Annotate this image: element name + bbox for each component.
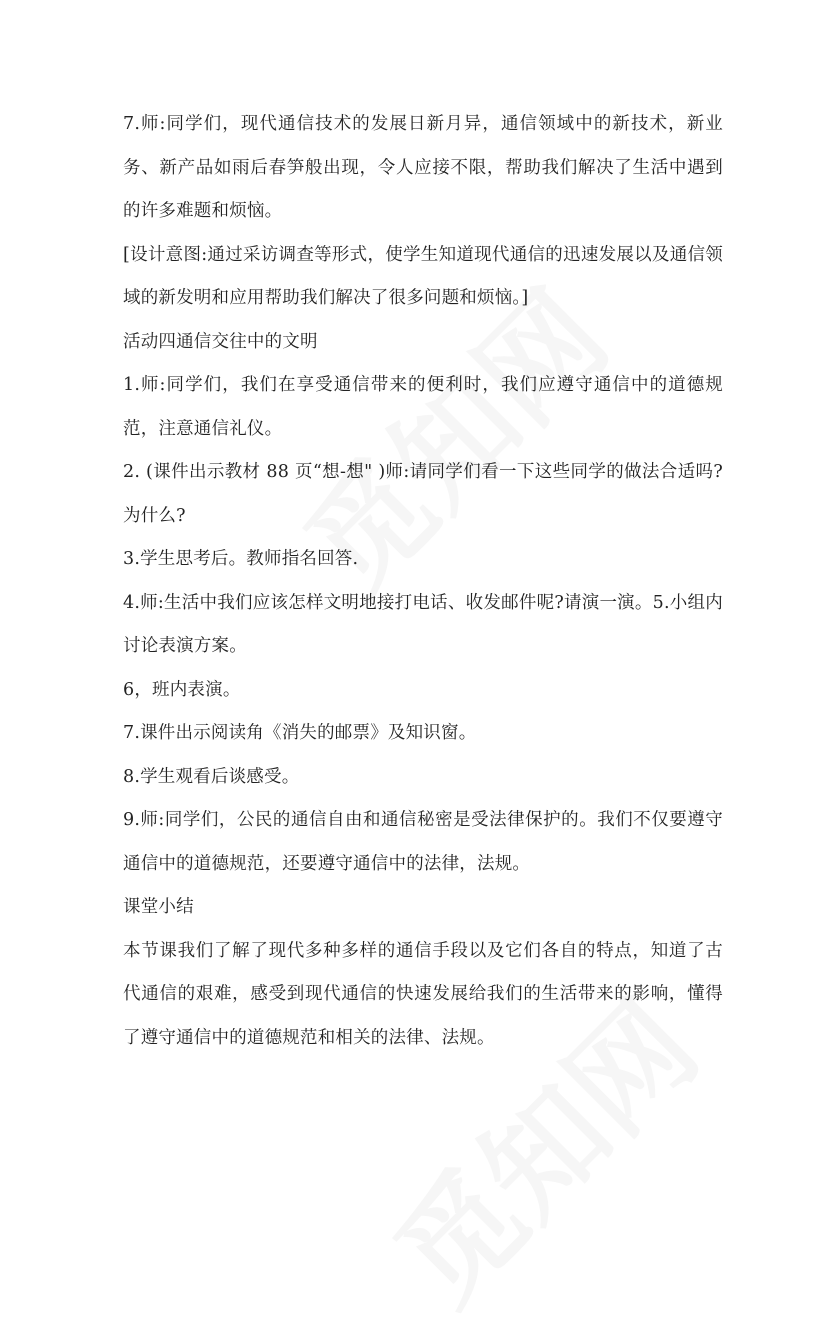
paragraph-summary: 本节课我们了解了现代多种多样的通信手段以及它们各自的特点，知道了古代通信的艰难，感受到现代通信的快速发展给我们的生活带来的影响，懂得了遵守通信中的道德规范和相关的法律、法规。 — [123, 940, 723, 1048]
paragraph-step-2: 2. (课件出示教材 88 页“想-想" )师:请同学们看一下这些同学的做法合适吗?为什么? — [123, 462, 723, 526]
paragraph-step-8: 8.学生观看后谈感受。 — [123, 766, 300, 787]
paragraph-step-1: 1.师:同学们，我们在享受通信带来的便利时，我们应遵守通信中的道德规范，注意通信礼仪。 — [123, 375, 723, 439]
paragraph-design-intent: [设计意图:通过采访调查等形式，使学生知道现代通信的迅速发展以及通信领域的新发明和应用帮助我们解决了很多问题和烦恼。] — [123, 244, 723, 308]
paragraph-teacher-7: 7.师:同学们，现代通信技术的发展日新月异，通信领域中的新技术，新业务、新产品如雨后春笋般出现，令人应接不限，帮助我们解决了生活中遇到的许多难题和烦恼。 — [123, 114, 723, 221]
section-heading-summary: 课堂小结 — [123, 897, 194, 917]
document-body — [123, 103, 723, 1060]
paragraph-step-4-5: 4.师:生活中我们应该怎样文明地接打电话、收发邮件呢?请演一演。5.小组内讨论表演方案。 — [123, 592, 723, 656]
paragraph-step-6: 6，班内表演。 — [123, 679, 241, 700]
paragraph-step-3: 3.学生思考后。教师指名回答. — [123, 549, 359, 569]
section-heading-activity-four: 活动四通信交往中的文明 — [123, 331, 318, 352]
paragraph-step-7: 7.课件出示阅读角《消失的邮票》及知识窗。 — [123, 723, 477, 743]
paragraph-step-9: 9.师:同学们，公民的通信自由和通信秘密是受法律保护的。我们不仅要遵守通信中的道德规范，还要遵守通信中的法律，法规。 — [123, 810, 723, 874]
